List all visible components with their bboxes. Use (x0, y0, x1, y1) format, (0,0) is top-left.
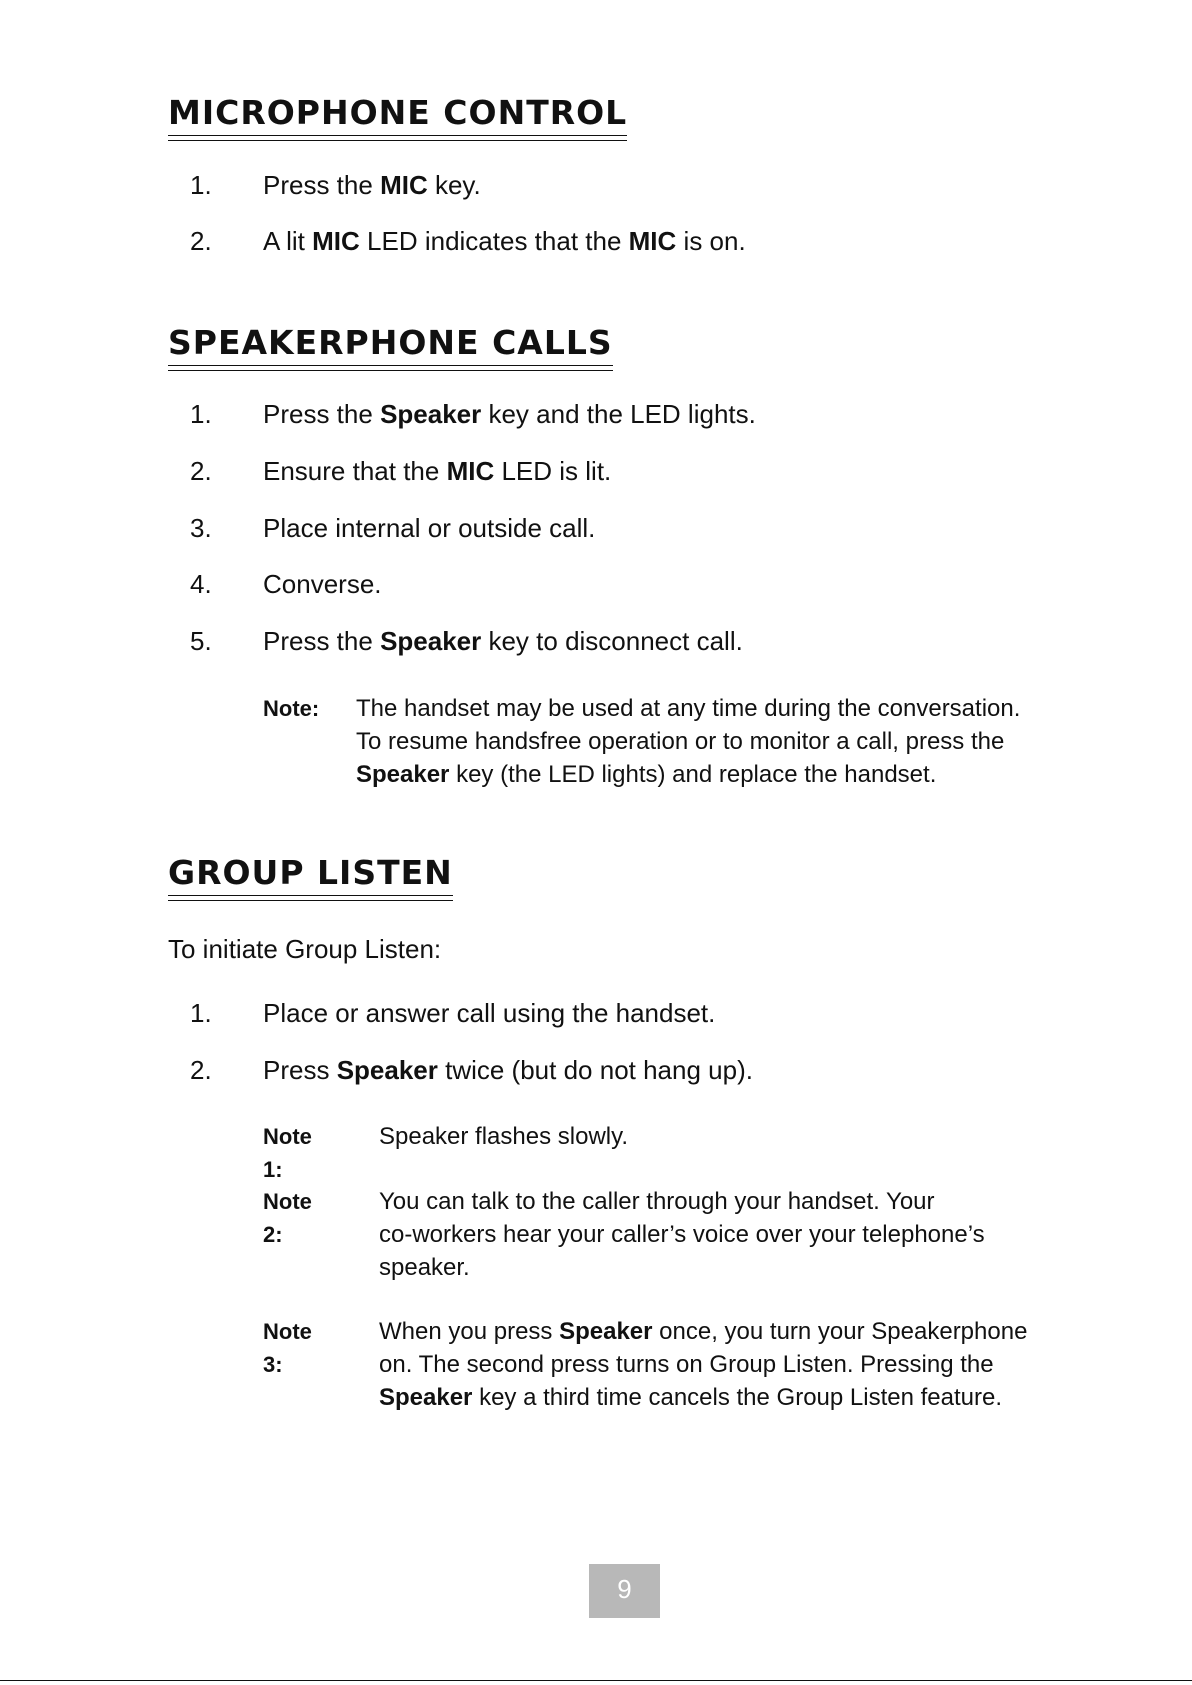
step-text: LED indicates that the (359, 226, 629, 256)
note-line (379, 1315, 1027, 1348)
note-label: Note: (263, 696, 320, 721)
note-line: The handset may be used at any time during the conversation. (356, 695, 1021, 722)
mic-key-label: MIC (380, 170, 428, 200)
microphone-control-heading: MICROPHONE CONTROL (168, 96, 627, 136)
note-line: on. The second press turns on Group Listen. Pressing the (379, 1351, 994, 1378)
step-number: 1. (190, 170, 212, 200)
speakerphone-step-3 (190, 515, 595, 541)
mic-step-2 (190, 228, 746, 254)
mic-key-label: MIC (628, 226, 677, 256)
note-line: speaker. (379, 1254, 470, 1281)
speakerphone-step-2 (190, 458, 611, 484)
bottom-rule (0, 1680, 1192, 1681)
speaker-key-label: Speaker (336, 1055, 438, 1085)
speakerphone-step-4 (190, 571, 382, 597)
note-body (356, 692, 1020, 791)
note-label: Note 1: (263, 1124, 312, 1182)
note-label: Note 3: (263, 1319, 312, 1377)
step-text: Place or answer call using the handset. (263, 998, 716, 1028)
step-number: 2. (190, 1055, 212, 1085)
step-number: 1. (190, 998, 212, 1028)
page-number-badge: 9 (589, 1564, 660, 1618)
mic-step-1 (190, 172, 481, 198)
step-text: Ensure that the (263, 456, 447, 486)
step-number: 4. (190, 569, 212, 599)
step-text: twice (but do not hang up). (437, 1055, 753, 1085)
group-listen-intro: To initiate Group Listen: (168, 934, 442, 964)
group-listen-step-2 (190, 1057, 753, 1083)
step-text: A lit (263, 226, 313, 256)
step-text: Press the (263, 626, 381, 656)
note-label: Note 2: (263, 1189, 312, 1247)
speaker-key-label: Speaker (379, 1384, 473, 1411)
note-line: You can talk to the caller through your handset. Your (379, 1188, 935, 1215)
note-line: co-workers hear your caller’s voice over your telephone’s (379, 1221, 985, 1248)
step-number: 2. (190, 456, 212, 486)
note-body (379, 1185, 985, 1284)
note-text: once, you turn your Speakerphone (652, 1318, 1028, 1345)
step-text: key and the LED lights. (481, 399, 756, 429)
speaker-key-label: Speaker (559, 1318, 653, 1345)
step-number: 2. (190, 226, 212, 256)
step-text: key. (427, 170, 481, 200)
mic-key-label: MIC (312, 226, 360, 256)
note-text: When you press (379, 1318, 560, 1345)
group-listen-heading: GROUP LISTEN (168, 856, 453, 896)
step-text: Converse. (263, 569, 382, 599)
note-body (379, 1315, 1027, 1414)
step-number: 5. (190, 626, 212, 656)
group-listen-step-1 (190, 1000, 715, 1026)
note-line (379, 1381, 1027, 1414)
mic-key-label: MIC (446, 456, 495, 486)
note-line: To resume handsfree operation or to monitor a call, press the (356, 728, 1005, 755)
step-text: Press the (263, 170, 381, 200)
speaker-key-label: Speaker (380, 626, 482, 656)
note-text: key (the LED lights) and replace the handset. (449, 761, 937, 788)
note-body (379, 1120, 628, 1153)
step-text: Place internal or outside call. (263, 513, 596, 543)
note-line: Speaker flashes slowly. (379, 1123, 628, 1150)
note-text: key a third time cancels the Group Listen feature. (472, 1384, 1003, 1411)
step-text: Press (263, 1055, 337, 1085)
speaker-key-label: Speaker (380, 399, 482, 429)
step-text: is on. (676, 226, 746, 256)
step-number: 1. (190, 399, 212, 429)
step-text: key to disconnect call. (481, 626, 743, 656)
speakerphone-calls-heading: SPEAKERPHONE CALLS (168, 326, 613, 366)
step-text: Press the (263, 399, 381, 429)
speakerphone-step-5 (190, 628, 743, 654)
step-number: 3. (190, 513, 212, 543)
note-line (356, 758, 1020, 791)
speaker-key-label: Speaker (356, 761, 450, 788)
speakerphone-step-1 (190, 401, 756, 427)
step-text: LED is lit. (494, 456, 612, 486)
